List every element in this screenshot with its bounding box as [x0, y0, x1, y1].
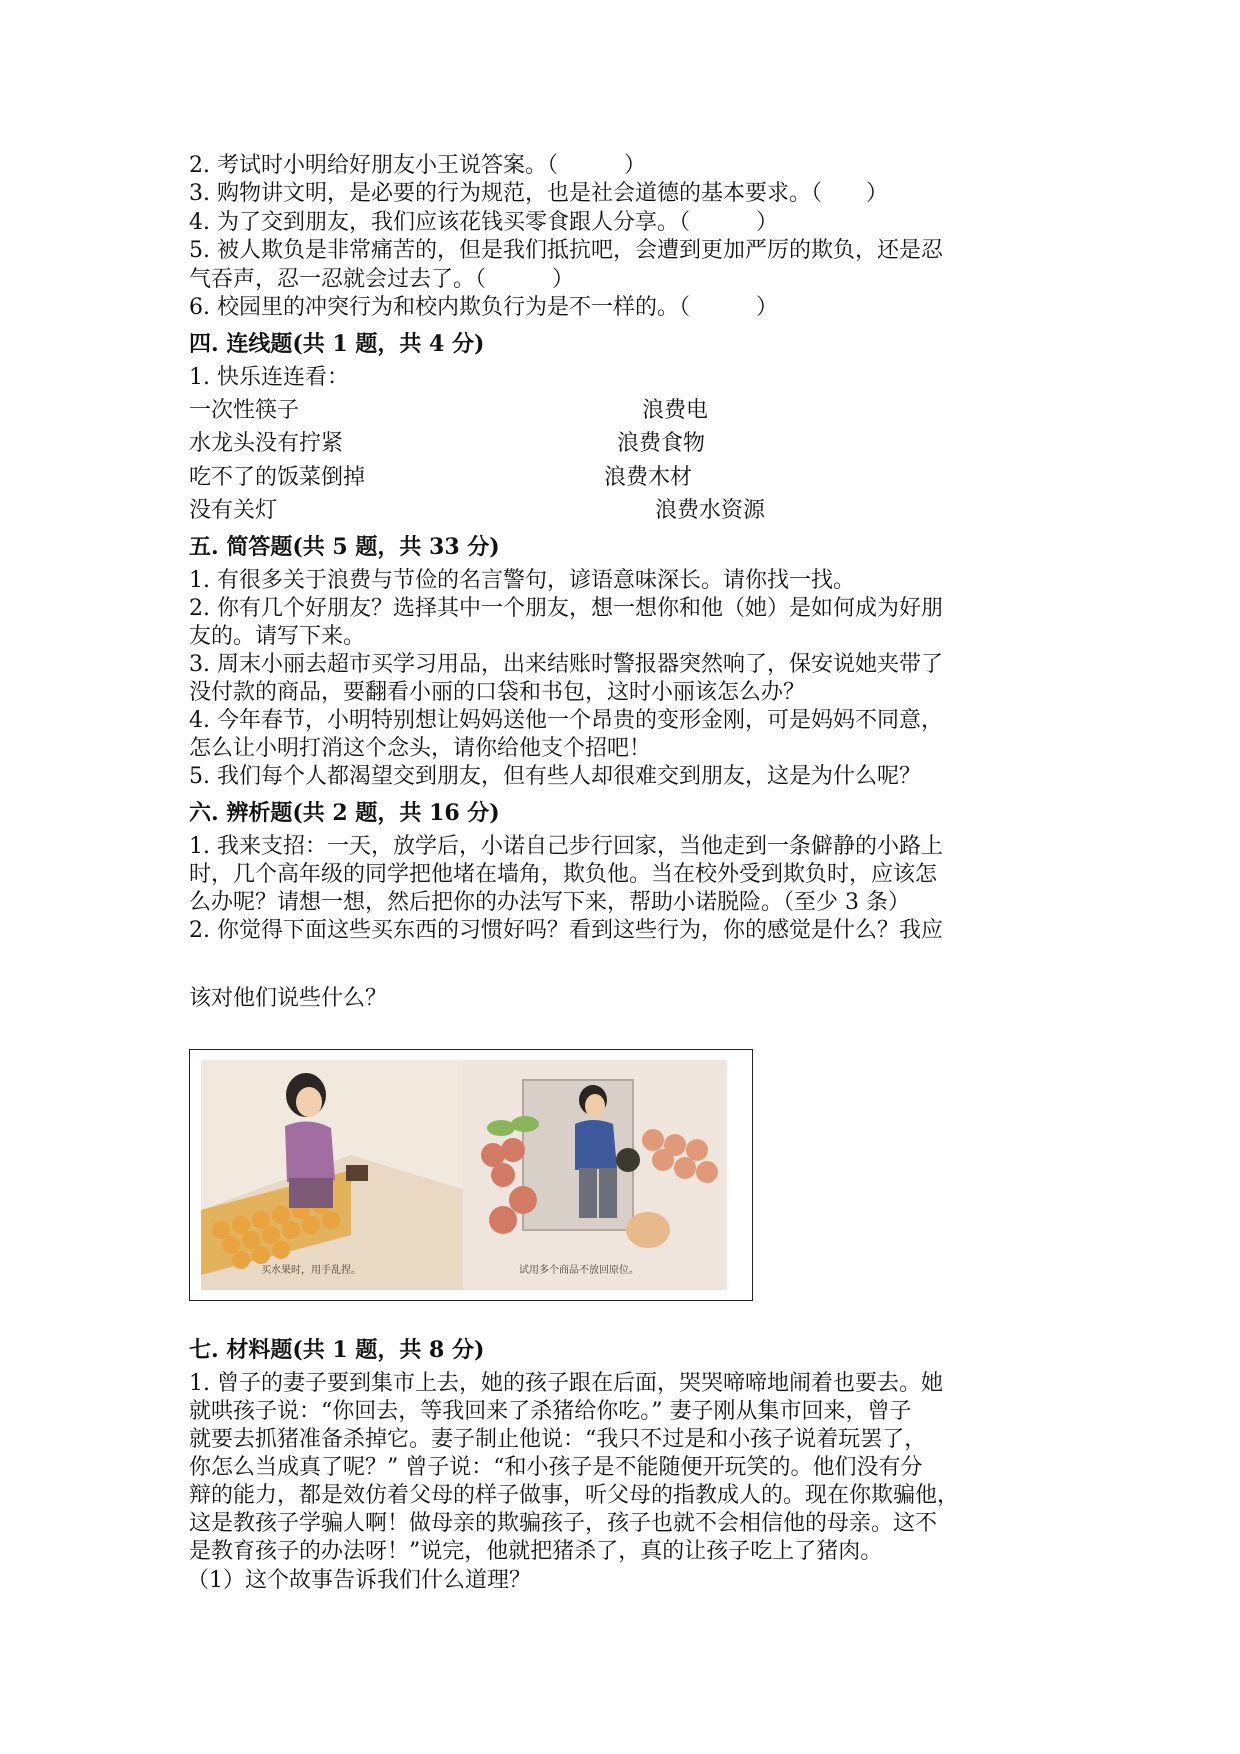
analysis-line: 么办呢？请想一想，然后把你的办法写下来，帮助小诺脱险。（至少 3 条） — [189, 890, 910, 915]
shopping-habits-figure — [189, 1049, 753, 1301]
fruit-stall-scene-icon — [201, 1060, 465, 1290]
matching-left-item: 一次性筷子 — [189, 398, 300, 423]
material-sub-question: （1）这个故事告诉我们什么道理？ — [187, 1568, 531, 1593]
section-heading-matching: 四. 连线题(共 1 题，共 4 分) — [189, 331, 485, 357]
market-shelf-scene-icon — [463, 1060, 727, 1290]
short-answer-line: 1. 有很多关于浪费与节俭的名言警句，谚语意味深长。请你找一找。 — [189, 568, 855, 593]
section-heading-short-answer: 五. 简答题(共 5 题，共 33 分) — [189, 534, 500, 560]
matching-right-item: 浪费电 — [642, 398, 709, 423]
judgement-item: 2. 考试时小明给好朋友小王说答案。（ ） — [189, 153, 646, 178]
matching-left-item: 水龙头没有拧紧 — [189, 431, 344, 456]
analysis-continuation: 该对他们说些什么？ — [189, 986, 388, 1011]
judgement-item: 4. 为了交到朋友，我们应该花钱买零食跟人分享。（ ） — [189, 210, 778, 235]
material-line: 这是教孩子学骗人啊！做母亲的欺骗孩子，孩子也就不会相信他的母亲。这不 — [189, 1511, 938, 1536]
section-heading-analysis: 六. 辨析题(共 2 题，共 16 分) — [189, 800, 500, 826]
short-answer-line: 3. 周末小丽去超市买学习用品，出来结账时警报器突然响了，保安说她夹带了 — [189, 652, 943, 677]
judgement-item: 5. 被人欺负是非常痛苦的，但是我们抵抗吧，会遭到更加严厉的欺负，还是忍 — [189, 238, 943, 263]
material-line: 是教育孩子的办法呀！”说完，他就把猪杀了，真的让孩子吃上了猪肉。 — [189, 1539, 883, 1564]
short-answer-line: 怎么让小明打消这个念头，请你给他支个招吧！ — [189, 736, 652, 761]
judgement-item: 气吞声，忍一忍就会过去了。（ ） — [189, 267, 575, 292]
section-heading-material: 七. 材料题(共 1 题，共 8 分) — [189, 1337, 485, 1363]
short-answer-line: 没付款的商品，要翻看小丽的口袋和书包，这时小丽该怎么办？ — [189, 680, 806, 705]
material-line: 就要去抓猪准备杀掉它。妻子制止他说：“我只不过是和小孩子说着玩罢了， — [189, 1427, 927, 1452]
figure-caption-right: 试用多个商品不放回原位。 — [519, 1265, 639, 1276]
material-line: 1. 曾子的妻子要到集市上去，她的孩子跟在后面，哭哭啼啼地闹着也要去。她 — [189, 1371, 943, 1396]
short-answer-line: 友的。请写下来。 — [189, 624, 366, 649]
figure-caption-left: 买水果时，用手乱捏。 — [261, 1265, 361, 1276]
matching-left-item: 没有关灯 — [189, 498, 278, 523]
short-answer-line: 5. 我们每个人都渴望交到朋友，但有些人却很难交到朋友，这是为什么呢？ — [189, 764, 921, 789]
judgement-item: 3. 购物讲文明，是必要的行为规范，也是社会道德的基本要求。（ ） — [189, 181, 888, 206]
analysis-line: 时，几个高年级的同学把他堵在墙角，欺负他。当在校外受到欺负时，应该怎 — [189, 862, 938, 887]
material-line: 就哄孩子说：“你回去，等我回来了杀猪给你吃。” 妻子刚从集市回来，曾子 — [189, 1399, 912, 1424]
material-line: 辩的能力，都是效仿着父母的样子做事，听父母的指教成人的。现在你欺骗他， — [189, 1483, 960, 1508]
matching-question: 1. 快乐连连看： — [189, 365, 349, 390]
analysis-line: 1. 我来支招：一天，放学后，小诺自己步行回家，当他走到一条僻静的小路上 — [189, 834, 943, 859]
matching-right-item: 浪费食物 — [617, 431, 706, 456]
short-answer-line: 2. 你有几个好朋友？选择其中一个朋友，想一想你和他（她）是如何成为好朋 — [189, 596, 943, 621]
analysis-line: 2. 你觉得下面这些买东西的习惯好吗？看到这些行为，你的感觉是什么？我应 — [189, 918, 943, 943]
material-line: 你怎么当成真了呢？” 曾子说：“和小孩子是不能随便开玩笑的。他们没有分 — [189, 1455, 923, 1480]
short-answer-line: 4. 今年春节，小明特别想让妈妈送他一个昂贵的变形金刚，可是妈妈不同意， — [189, 708, 943, 733]
matching-right-item: 浪费木材 — [604, 465, 693, 490]
product-trial-illustration — [463, 1060, 727, 1290]
matching-right-item: 浪费水资源 — [655, 498, 766, 523]
matching-left-item: 吃不了的饭菜倒掉 — [189, 465, 366, 490]
judgement-item: 6. 校园里的冲突行为和校内欺负行为是不一样的。（ ） — [189, 295, 778, 320]
fruit-squeezing-illustration — [201, 1060, 465, 1290]
